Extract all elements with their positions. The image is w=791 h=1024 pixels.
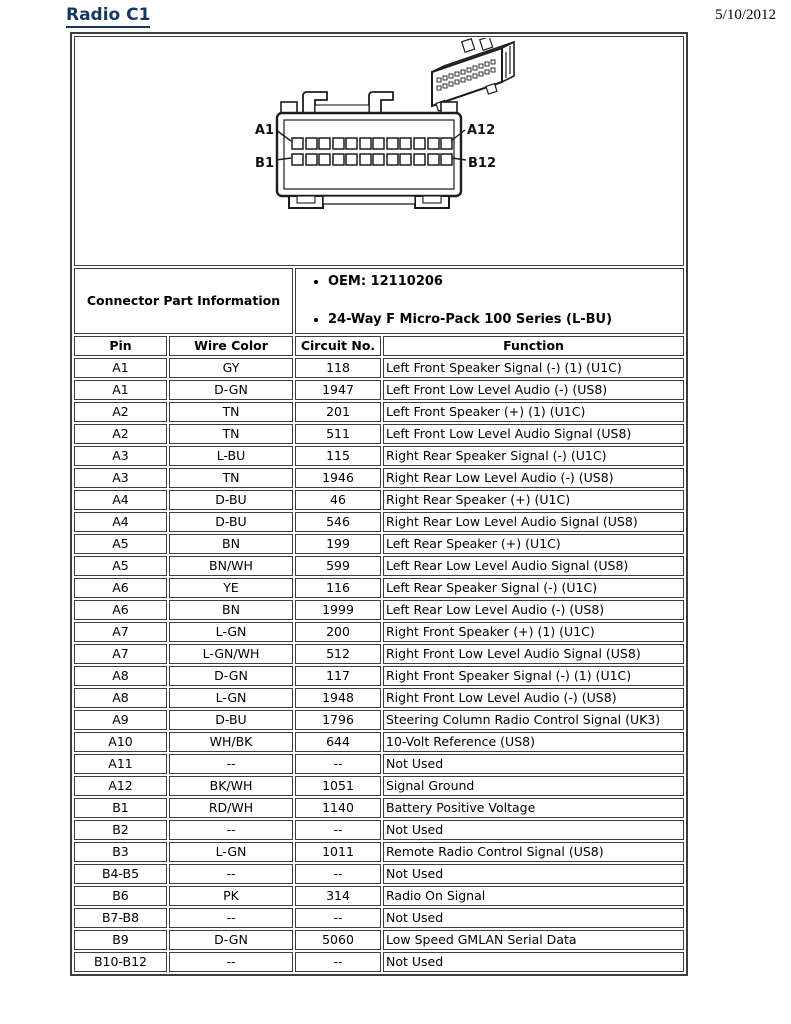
table-row	[74, 908, 684, 928]
wire-color-cell: TN	[169, 402, 293, 422]
wire-color-cell: D-BU	[169, 512, 293, 532]
function-cell: Right Rear Speaker (+) (U1C)	[383, 490, 684, 510]
connector-pinout-table	[70, 32, 688, 976]
pin-cell: A1	[74, 358, 167, 378]
part-info-bullet-list	[312, 274, 681, 328]
pin-cell: A3	[74, 446, 167, 466]
table-row	[74, 710, 684, 730]
circuit-no-cell: 118	[295, 358, 381, 378]
circuit-no-cell: --	[295, 820, 381, 840]
pin-cell: B1	[74, 798, 167, 818]
circuit-no-cell: 546	[295, 512, 381, 532]
table-row	[74, 864, 684, 884]
function-cell: Right Front Low Level Audio (-) (US8)	[383, 688, 684, 708]
wire-color-cell: GY	[169, 358, 293, 378]
function-cell: Left Front Low Level Audio (-) (US8)	[383, 380, 684, 400]
table-row	[74, 424, 684, 444]
col-header-circuit-no: Circuit No.	[295, 336, 381, 356]
circuit-no-cell: 512	[295, 644, 381, 664]
wire-color-cell: BN/WH	[169, 556, 293, 576]
pin-cell: A5	[74, 556, 167, 576]
table-row	[74, 468, 684, 488]
table-row	[74, 380, 684, 400]
pin-cell: A6	[74, 600, 167, 620]
page-header	[66, 0, 776, 28]
table-row	[74, 798, 684, 818]
table-row	[74, 490, 684, 510]
wire-color-cell: D-GN	[169, 380, 293, 400]
pin-cell: A4	[74, 512, 167, 532]
function-cell: Low Speed GMLAN Serial Data	[383, 930, 684, 950]
function-cell: Right Rear Speaker Signal (-) (U1C)	[383, 446, 684, 466]
function-cell: Right Front Low Level Audio Signal (US8)	[383, 644, 684, 664]
table-row	[74, 952, 684, 972]
function-cell: Not Used	[383, 864, 684, 884]
pin-cell: B7-B8	[74, 908, 167, 928]
pin-cell: A8	[74, 666, 167, 686]
pin-cell: A12	[74, 776, 167, 796]
wire-color-cell: --	[169, 952, 293, 972]
wire-color-cell: --	[169, 820, 293, 840]
connector-series: • 24-Way F Micro-Pack 100 Series (L-BU)	[328, 312, 681, 328]
function-cell: Radio On Signal	[383, 886, 684, 906]
circuit-no-cell: 1948	[295, 688, 381, 708]
function-cell: Left Rear Speaker Signal (-) (U1C)	[383, 578, 684, 598]
wire-color-cell: L-GN	[169, 842, 293, 862]
wire-color-cell: YE	[169, 578, 293, 598]
table-row	[74, 534, 684, 554]
wire-color-cell: L-GN/WH	[169, 644, 293, 664]
circuit-no-cell: 117	[295, 666, 381, 686]
function-cell: Not Used	[383, 908, 684, 928]
table-header-row	[74, 336, 684, 356]
pin-cell: A4	[74, 490, 167, 510]
table-row	[74, 886, 684, 906]
wire-color-cell: --	[169, 864, 293, 884]
pin-cell: A8	[74, 688, 167, 708]
pin-cell: A11	[74, 754, 167, 774]
pin-cell: A2	[74, 424, 167, 444]
function-cell: Left Rear Speaker (+) (U1C)	[383, 534, 684, 554]
pin-cell: A5	[74, 534, 167, 554]
connector-diagram	[74, 36, 684, 266]
circuit-no-cell: 1011	[295, 842, 381, 862]
function-cell: Not Used	[383, 754, 684, 774]
circuit-no-cell: 1051	[295, 776, 381, 796]
function-cell: Left Front Speaker (+) (1) (U1C)	[383, 402, 684, 422]
circuit-no-cell: --	[295, 754, 381, 774]
circuit-no-cell: 116	[295, 578, 381, 598]
circuit-no-cell: 1946	[295, 468, 381, 488]
wire-color-cell: D-GN	[169, 666, 293, 686]
wire-color-cell: L-BU	[169, 446, 293, 466]
pin-cell: A10	[74, 732, 167, 752]
wire-color-cell: --	[169, 908, 293, 928]
pin-cell: A7	[74, 622, 167, 642]
wire-color-cell: BN	[169, 600, 293, 620]
wire-color-cell: RD/WH	[169, 798, 293, 818]
table-row	[74, 622, 684, 642]
wire-color-cell: D-GN	[169, 930, 293, 950]
pin-cell: A9	[74, 710, 167, 730]
table-row	[74, 446, 684, 466]
page-title: Radio C1	[66, 5, 150, 28]
table-row	[74, 600, 684, 620]
circuit-no-cell: 46	[295, 490, 381, 510]
wire-color-cell: WH/BK	[169, 732, 293, 752]
table-row	[74, 578, 684, 598]
part-info-row	[74, 268, 684, 334]
function-cell: 10-Volt Reference (US8)	[383, 732, 684, 752]
pin-label-b1: B1	[255, 156, 274, 171]
connector-part-info-label: Connector Part Information	[74, 268, 293, 334]
table-row	[74, 930, 684, 950]
oem-part-number: • OEM: 12110206	[328, 274, 681, 290]
function-cell: Remote Radio Control Signal (US8)	[383, 842, 684, 862]
circuit-no-cell: 1999	[295, 600, 381, 620]
pin-label-b12: B12	[468, 156, 496, 171]
function-cell: Right Front Speaker Signal (-) (1) (U1C)	[383, 666, 684, 686]
table-row	[74, 754, 684, 774]
pin-cell: B6	[74, 886, 167, 906]
pin-cell: B10-B12	[74, 952, 167, 972]
table-row	[74, 842, 684, 862]
circuit-no-cell: 200	[295, 622, 381, 642]
function-cell: Right Front Speaker (+) (1) (U1C)	[383, 622, 684, 642]
circuit-no-cell: 599	[295, 556, 381, 576]
table-row	[74, 556, 684, 576]
wire-color-cell: D-BU	[169, 490, 293, 510]
pin-cell: B2	[74, 820, 167, 840]
wire-color-cell: L-GN	[169, 688, 293, 708]
circuit-no-cell: 115	[295, 446, 381, 466]
circuit-no-cell: --	[295, 952, 381, 972]
function-cell: Left Rear Low Level Audio Signal (US8)	[383, 556, 684, 576]
pin-cell: A2	[74, 402, 167, 422]
table-row	[74, 358, 684, 378]
connector-part-info-values	[295, 268, 684, 334]
pin-cell: A7	[74, 644, 167, 664]
col-header-wire-color: Wire Color	[169, 336, 293, 356]
function-cell: Left Front Speaker Signal (-) (1) (U1C)	[383, 358, 684, 378]
wire-color-cell: BN	[169, 534, 293, 554]
function-cell: Not Used	[383, 820, 684, 840]
function-cell: Left Front Low Level Audio Signal (US8)	[383, 424, 684, 444]
function-cell: Steering Column Radio Control Signal (UK3)	[383, 710, 684, 730]
function-cell: Left Rear Low Level Audio (-) (US8)	[383, 600, 684, 620]
connector-diagram-svg	[77, 38, 684, 260]
circuit-no-cell: 1140	[295, 798, 381, 818]
col-header-pin: Pin	[74, 336, 167, 356]
table-row	[74, 776, 684, 796]
diagram-row	[74, 36, 684, 266]
col-header-function: Function	[383, 336, 684, 356]
circuit-no-cell: 644	[295, 732, 381, 752]
page-date: 5/10/2012	[715, 7, 776, 23]
circuit-no-cell: 511	[295, 424, 381, 444]
circuit-no-cell: --	[295, 864, 381, 884]
circuit-no-cell: 1947	[295, 380, 381, 400]
pin-cell: B3	[74, 842, 167, 862]
pin-label-a12: A12	[467, 123, 496, 138]
circuit-no-cell: 201	[295, 402, 381, 422]
pin-label-a1: A1	[254, 123, 274, 138]
function-cell: Not Used	[383, 952, 684, 972]
function-cell: Signal Ground	[383, 776, 684, 796]
function-cell: Battery Positive Voltage	[383, 798, 684, 818]
wire-color-cell: --	[169, 754, 293, 774]
wire-color-cell: BK/WH	[169, 776, 293, 796]
pin-cell: B4-B5	[74, 864, 167, 884]
circuit-no-cell: 314	[295, 886, 381, 906]
table-row	[74, 644, 684, 664]
function-cell: Right Rear Low Level Audio Signal (US8)	[383, 512, 684, 532]
wire-color-cell: TN	[169, 468, 293, 488]
table-row	[74, 512, 684, 532]
table-row	[74, 732, 684, 752]
pin-cell: A3	[74, 468, 167, 488]
connector-3d-view	[432, 38, 514, 111]
pin-cell: B9	[74, 930, 167, 950]
pin-cell: A6	[74, 578, 167, 598]
table-row	[74, 688, 684, 708]
table-row	[74, 820, 684, 840]
circuit-no-cell: 1796	[295, 710, 381, 730]
circuit-no-cell: 5060	[295, 930, 381, 950]
table-row	[74, 402, 684, 422]
wire-color-cell: D-BU	[169, 710, 293, 730]
circuit-no-cell: --	[295, 908, 381, 928]
wire-color-cell: L-GN	[169, 622, 293, 642]
circuit-no-cell: 199	[295, 534, 381, 554]
function-cell: Right Rear Low Level Audio (-) (US8)	[383, 468, 684, 488]
table-row	[74, 666, 684, 686]
pin-cell: A1	[74, 380, 167, 400]
wire-color-cell: PK	[169, 886, 293, 906]
wire-color-cell: TN	[169, 424, 293, 444]
